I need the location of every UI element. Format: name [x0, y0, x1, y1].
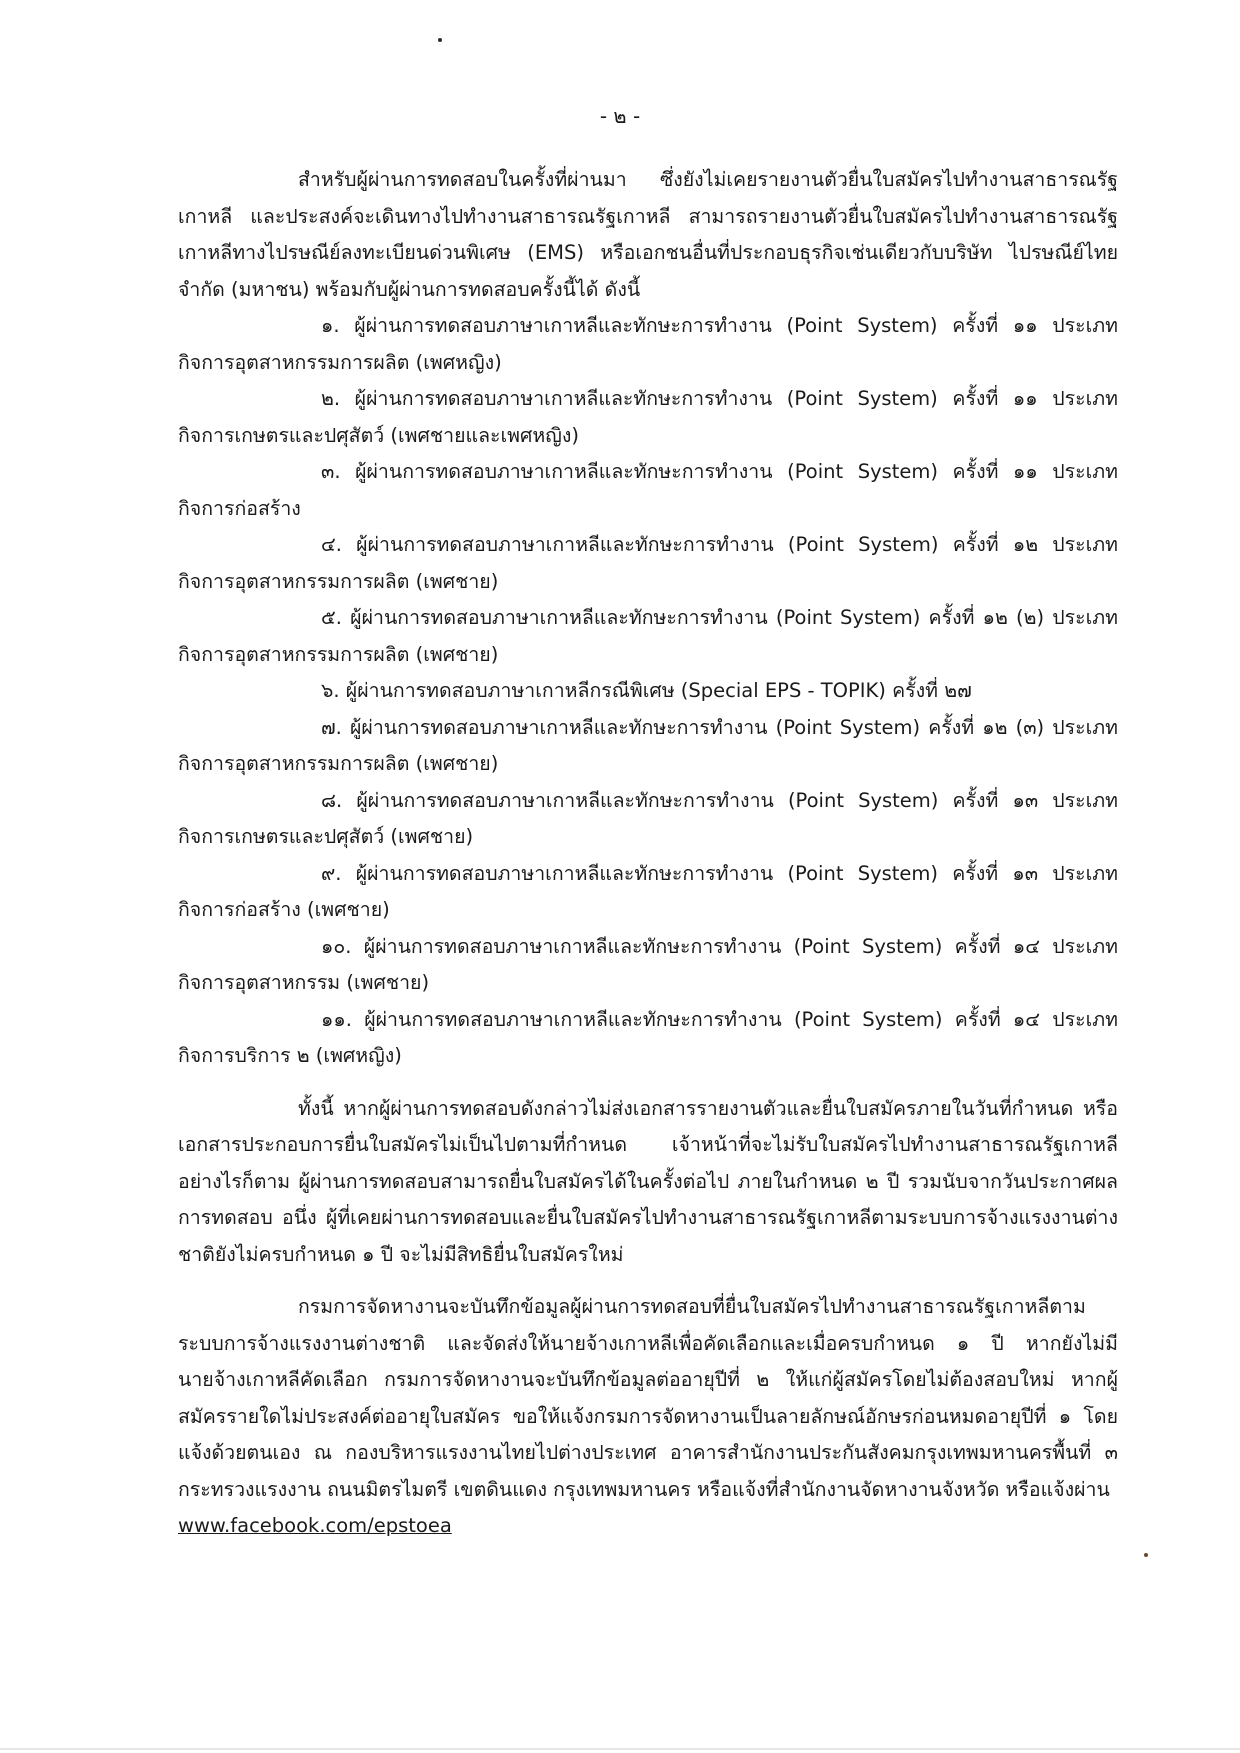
page-number: - ๒ - [599, 104, 641, 128]
scan-speck [1144, 1553, 1148, 1557]
list-item: ๓. ผู้ผ่านการทดสอบภาษาเกาหลีและทักษะการทำงาน (Point System) ครั้งที่ ๑๑ ประเภทกิจการก่อสร้าง [178, 460, 1118, 520]
document-body [178, 162, 1118, 1545]
records-paragraph: กรมการจัดหางานจะบันทึกข้อมูลผู้ผ่านการทดสอบที่ยื่นใบสมัครไปทำงานสาธารณรัฐเกาหลีตามระบบการจ้างแรงงานต่างชาติ และจัดส่งให้นายจ้างเกาหลีเพื่อคัดเลือกและเมื่อครบกำหนด ๑ ปี หากยังไม่มีนายจ้างเกาหลีคัดเลือก กรมการจัดหางานจะบันทึกข้อมูลต่ออายุปีที่ ๒ ให้แก่ผู้สมัครโดยไม่ต้องสอบใหม่ หากผู้สมัครรายใดไม่ประสงค์ต่ออายุใบสมัคร ขอให้แจ้งกรมการจัดหางานเป็นลายลักษณ์อักษรก่อนหมดอายุปีที่ ๑ โดยแจ้งด้วยตนเอง ณ กองบริหารแรงงานไทยไปต่างประเทศ อาคารสำนักงานประกันสังคมกรุงเทพมหานครพื้นที่ ๓ กระทรวงแรงงาน ถนนมิตรไมตรี เขตดินแดง กรุงเทพมหานคร หรือแจ้งที่สำนักงานจัดหางานจังหวัด หรือแจ้งผ่าน [178, 1295, 1118, 1501]
intro-paragraph: สำหรับผู้ผ่านการทดสอบในครั้งที่ผ่านมา ซึ่งยังไม่เคยรายงานตัวยื่นใบสมัครไปทำงานสาธารณรัฐเกาหลี และประสงค์จะเดินทางไปทำงานสาธารณรัฐเกาหลี สามารถรายงานตัวยื่นใบสมัครไปทำงานสาธารณรัฐเกาหลีทางไปรษณีย์ลงทะเบียนด่วนพิเศษ (EMS) หรือเอกชนอื่นที่ประกอบธุรกิจเช่นเดียวกับบริษัท ไปรษณีย์ไทย จำกัด (มหาชน) พร้อมกับผู้ผ่านการทดสอบครั้งนี้ได้ ดังนี้ [178, 168, 1118, 301]
list-item: ๘. ผู้ผ่านการทดสอบภาษาเกาหลีและทักษะการทำงาน (Point System) ครั้งที่ ๑๓ ประเภทกิจการเกษตรและปศุสัตว์ (เพศชาย) [178, 788, 1118, 848]
list-item: ๗. ผู้ผ่านการทดสอบภาษาเกาหลีและทักษะการทำงาน (Point System) ครั้งที่ ๑๒ (๓) ประเภทกิจการอุตสาหกรรมการผลิต (เพศชาย) [178, 715, 1118, 775]
list-item: ๑๐. ผู้ผ่านการทดสอบภาษาเกาหลีและทักษะการทำงาน (Point System) ครั้งที่ ๑๔ ประเภทกิจการอุตสาหกรรม (เพศชาย) [178, 934, 1118, 994]
facebook-link[interactable]: www.facebook.com/epstoea [178, 1514, 452, 1537]
conditions-paragraph: ทั้งนี้ หากผู้ผ่านการทดสอบดังกล่าวไม่ส่งเอกสารรายงานตัวและยื่นใบสมัครภายในวันที่กำหนด หรือเอกสารประกอบการยื่นใบสมัครไม่เป็นไปตามที่กำหนด เจ้าหน้าที่จะไม่รับใบสมัครไปทำงานสาธารณรัฐเกาหลี อย่างไรก็ตาม ผู้ผ่านการทดสอบสามารถยื่นใบสมัครได้ในครั้งต่อไป ภายในกำหนด ๒ ปี รวมนับจากวันประกาศผลการทดสอบ อนึ่ง ผู้ที่เคยผ่านการทดสอบและยื่นใบสมัครไปทำงานสาธารณรัฐเกาหลีตามระบบการจ้างแรงงานต่างชาติยังไม่ครบกำหนด ๑ ปี จะไม่มีสิทธิยื่นใบสมัครใหม่ [178, 1096, 1118, 1266]
list-item: ๙. ผู้ผ่านการทดสอบภาษาเกาหลีและทักษะการทำงาน (Point System) ครั้งที่ ๑๓ ประเภทกิจการก่อสร้าง (เพศชาย) [178, 861, 1118, 921]
list-item: ๒. ผู้ผ่านการทดสอบภาษาเกาหลีและทักษะการทำงาน (Point System) ครั้งที่ ๑๑ ประเภทกิจการเกษตรและปศุสัตว์ (เพศชายและเพศหญิง) [178, 387, 1118, 447]
list-item: ๔. ผู้ผ่านการทดสอบภาษาเกาหลีและทักษะการทำงาน (Point System) ครั้งที่ ๑๒ ประเภทกิจการอุตสาหกรรมการผลิต (เพศชาย) [178, 533, 1118, 593]
list-item: ๑๑. ผู้ผ่านการทดสอบภาษาเกาหลีและทักษะการทำงาน (Point System) ครั้งที่ ๑๔ ประเภทกิจการบริการ ๒ (เพศหญิง) [178, 1007, 1118, 1067]
scan-edge [0, 1748, 1240, 1750]
list-item: ๕. ผู้ผ่านการทดสอบภาษาเกาหลีและทักษะการทำงาน (Point System) ครั้งที่ ๑๒ (๒) ประเภทกิจการอุตสาหกรรมการผลิต (เพศชาย) [178, 606, 1118, 666]
list-item: ๑. ผู้ผ่านการทดสอบภาษาเกาหลีและทักษะการทำงาน (Point System) ครั้งที่ ๑๑ ประเภทกิจการอุตสาหกรรมการผลิต (เพศหญิง) [178, 314, 1118, 374]
scan-speck [438, 38, 442, 42]
list-item: ๖. ผู้ผ่านการทดสอบภาษาเกาหลีกรณีพิเศษ (Special EPS - TOPIK) ครั้งที่ ๒๗ [321, 679, 972, 702]
